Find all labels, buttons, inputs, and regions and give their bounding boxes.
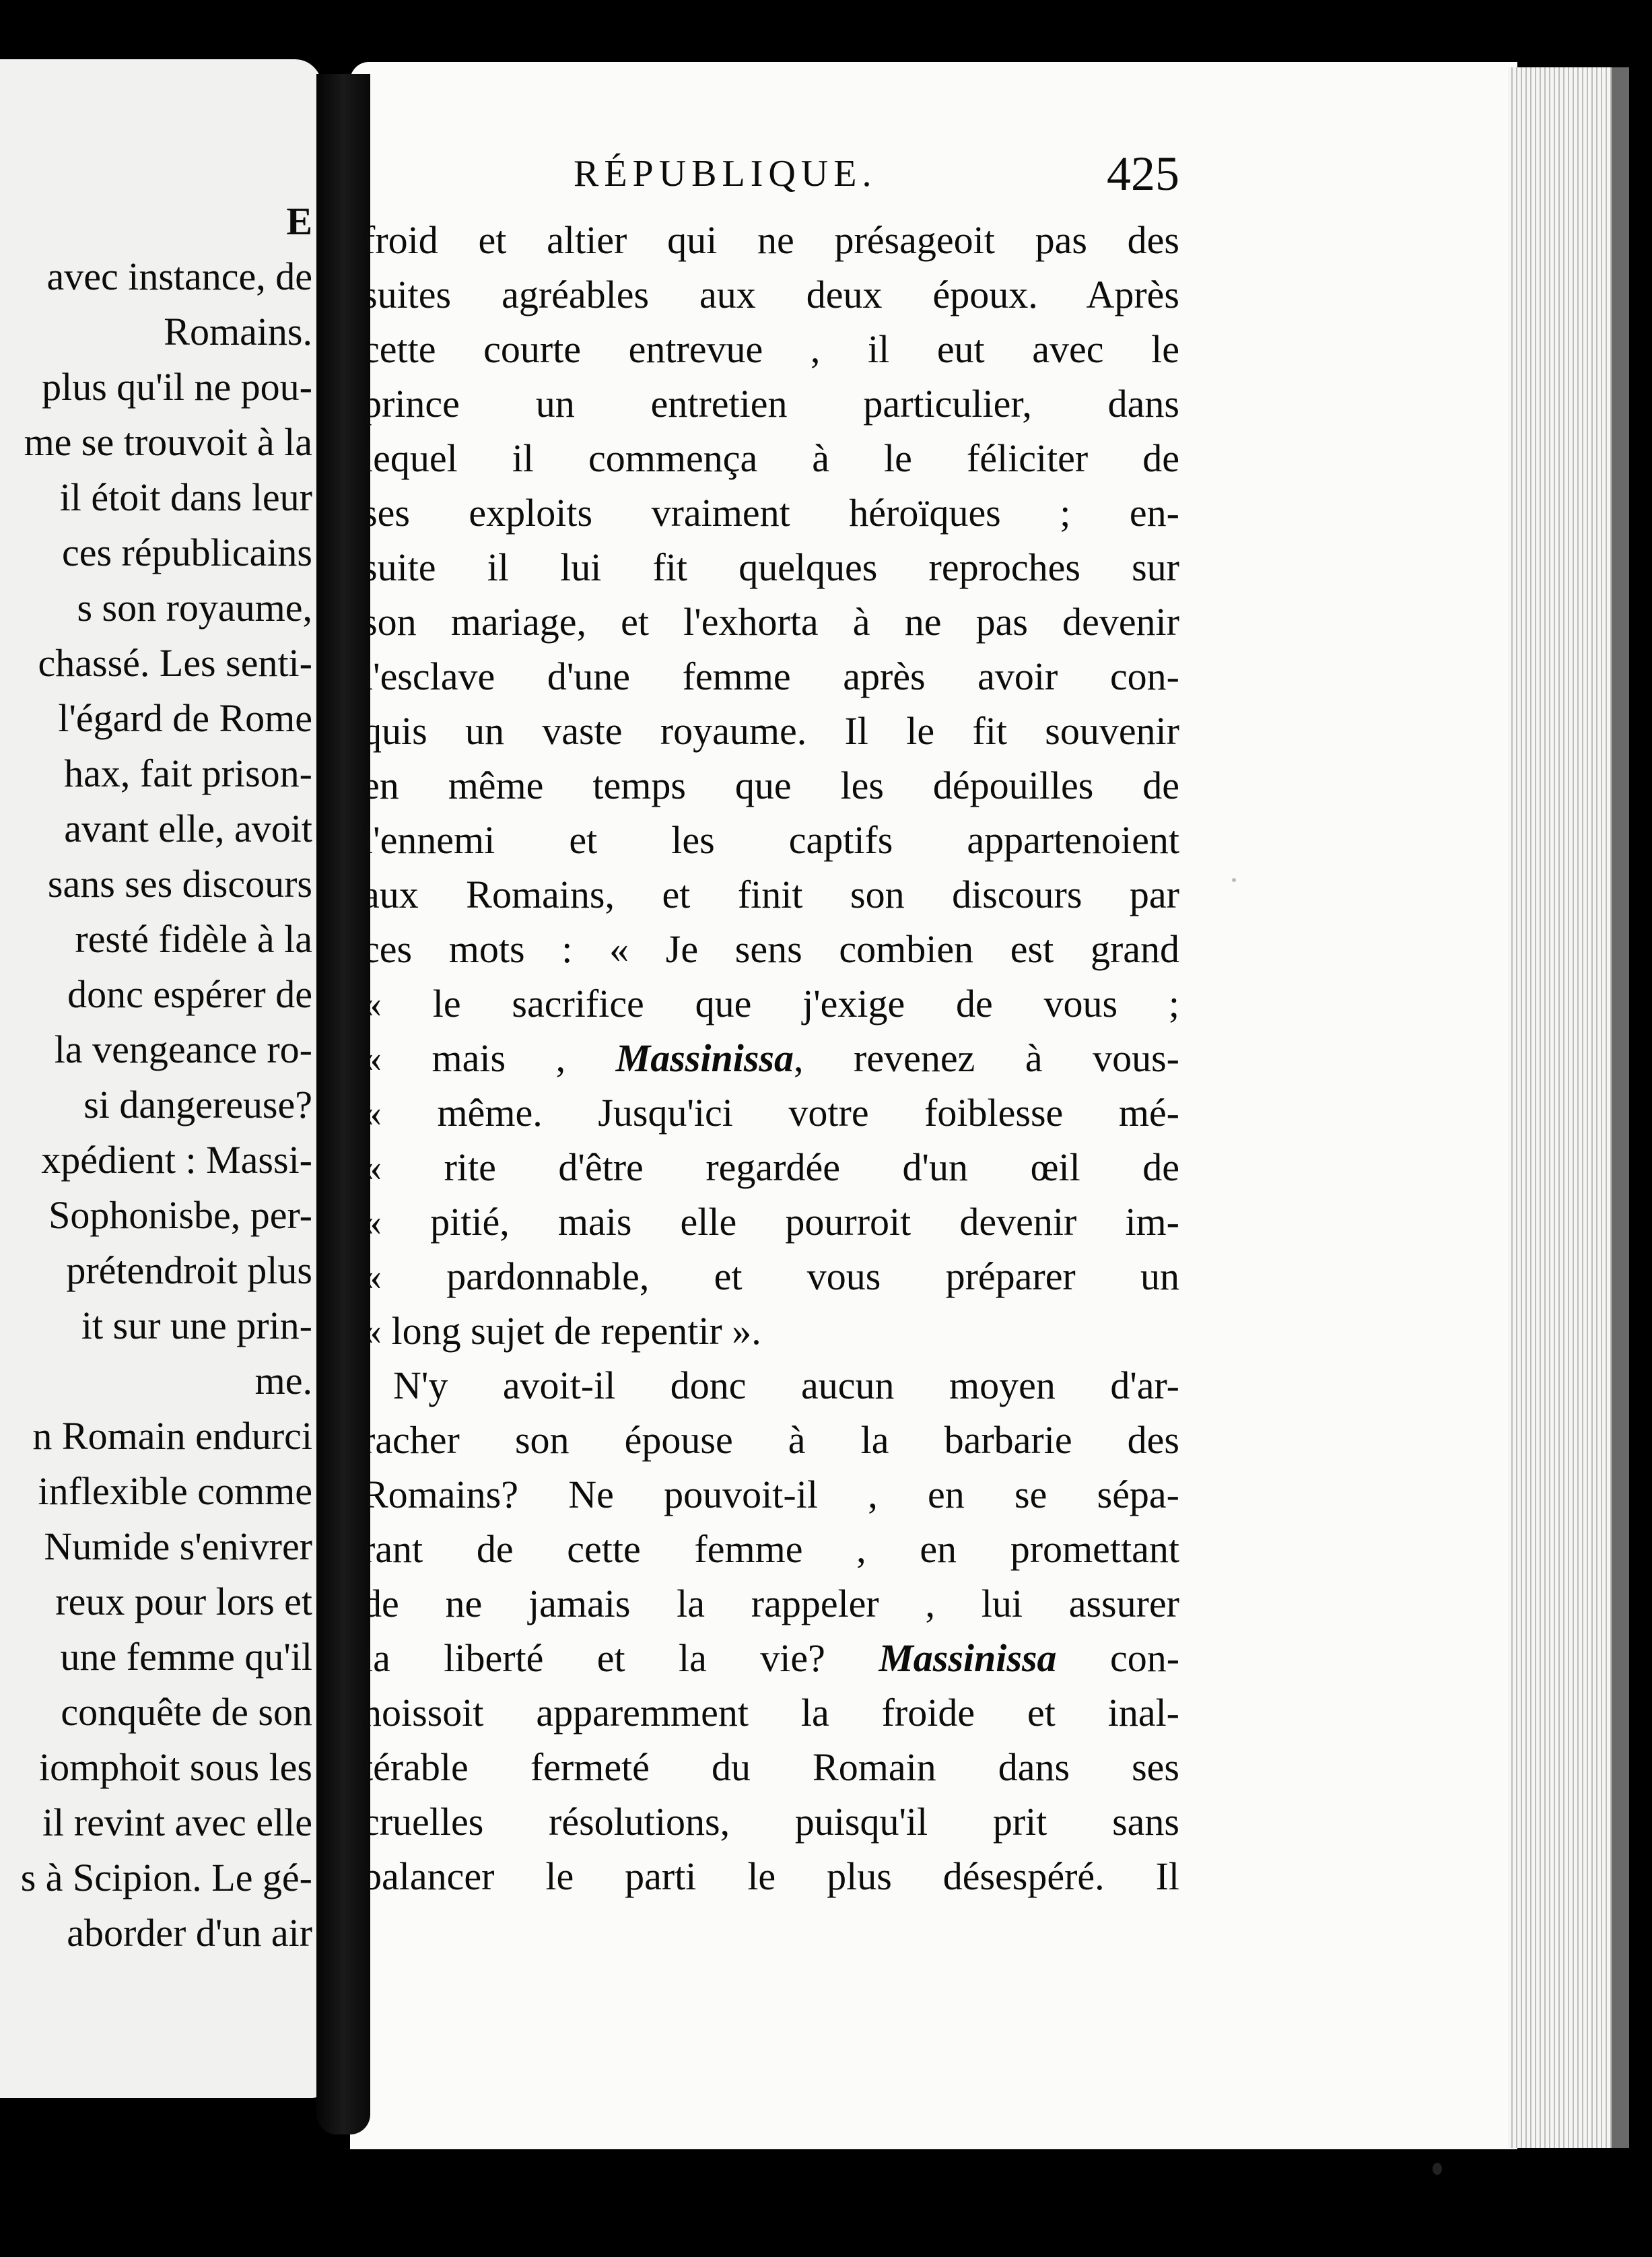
text-line (362, 1631, 1179, 1685)
left-line: xpédient : Massi- (41, 1138, 312, 1182)
left-line: aborder d'un air (67, 1911, 312, 1955)
text-line (362, 1031, 1179, 1085)
text-line: racher son épouse à la barbarie des (362, 1418, 1179, 1462)
text-line: suites agréables aux deux époux. Après (362, 273, 1179, 316)
text-line: ses exploits vraiment héroïques ; en- (362, 491, 1179, 535)
text-line: lequel il commença à le féliciter de (362, 436, 1179, 480)
text-line: aux Romains, et finit son discours par (362, 873, 1179, 916)
text-line: son mariage, et l'exhorta à ne pas devenir (362, 600, 1179, 644)
text-line: « même. Jusqu'ici votre foiblesse mé- (362, 1091, 1179, 1135)
text-line: « rite d'être regardée d'un œil de (362, 1145, 1179, 1189)
left-page-text (0, 194, 312, 1961)
left-line: il étoit dans leur (59, 475, 312, 519)
left-line: il revint avec elle (42, 1800, 312, 1844)
text-line: cruelles résolutions, puisqu'il prit sans (362, 1800, 1179, 1844)
left-line: me. (254, 1359, 312, 1403)
left-line: inflexible comme (38, 1469, 312, 1513)
scan-speck (1433, 2163, 1442, 2175)
left-line: Numide s'enivrer (44, 1524, 312, 1568)
left-line: l'égard de Rome (58, 696, 312, 740)
left-line: ces républicains (61, 531, 312, 574)
text-line: « pitié, mais elle pourroit devenir im- (362, 1200, 1179, 1244)
text-line: prince un entretien particulier, dans (362, 382, 1179, 426)
left-line: avec instance, de (46, 255, 312, 298)
running-title: RÉPUBLIQUE. (574, 153, 877, 195)
text-line: « pardonnable, et vous préparer un (362, 1254, 1179, 1298)
left-line: Romains. (164, 310, 312, 353)
left-line: reux pour lors et (55, 1580, 312, 1623)
text-line: Romains? Ne pouvoit-il , en se sépa- (362, 1473, 1179, 1516)
italic-name: Massinissa (615, 1036, 794, 1080)
left-page (0, 59, 322, 2098)
left-line: donc espérer de (67, 972, 312, 1016)
page-edges (1508, 67, 1629, 2148)
text-line: « long sujet de repentir ». (362, 1309, 761, 1353)
text-fragment: la liberté et la vie? (362, 1636, 825, 1680)
text-line: quis un vaste royaume. Il le fit souvenir (362, 709, 1179, 753)
text-fragment: con- (1109, 1636, 1180, 1680)
left-line: iomphoit sous les (38, 1745, 312, 1789)
left-line: avant elle, avoit (64, 807, 312, 850)
scan-speck (1232, 878, 1236, 882)
text-line: suite il lui fit quelques reproches sur (362, 545, 1179, 589)
text-fragment: « mais , (362, 1036, 566, 1080)
right-page-text (362, 213, 1179, 1904)
text-line: en même temps que les dépouilles de (362, 764, 1179, 807)
italic-name: Massinissa (879, 1636, 1057, 1680)
text-line: noissoit apparemment la froide et inal- (362, 1691, 1179, 1734)
text-line: balancer le parti le plus désespéré. Il (362, 1854, 1179, 1898)
running-head (574, 147, 1179, 201)
text-line: ces mots : « Je sens combien est grand (362, 927, 1179, 971)
left-line: une femme qu'il (60, 1635, 312, 1679)
text-line: cette courte entrevue , il eut avec le (362, 327, 1179, 371)
left-line: plus qu'il ne pou- (42, 365, 312, 409)
left-line: prétendroit plus (66, 1248, 312, 1292)
left-line: la vengeance ro- (54, 1028, 312, 1071)
text-line: « le sacrifice que j'exige de vous ; (362, 982, 1179, 1025)
text-line: térable fermeté du Romain dans ses (362, 1745, 1179, 1789)
left-line: E (286, 199, 312, 243)
left-line: resté fidèle à la (75, 917, 312, 961)
left-line: n Romain endurci (32, 1414, 312, 1458)
left-line: it sur une prin- (81, 1304, 312, 1347)
left-line: si dangereuse? (83, 1083, 312, 1126)
left-line: chassé. Les senti- (38, 641, 312, 685)
text-line: N'y avoit-il donc aucun moyen d'ar- (393, 1363, 1179, 1407)
left-line: Sophonisbe, per- (48, 1193, 312, 1237)
text-line: froid et altier qui ne présageoit pas des (362, 218, 1179, 262)
text-line: l'ennemi et les captifs appartenoient (362, 818, 1179, 862)
left-line: sans ses discours (47, 862, 312, 906)
left-line: s à Scipion. Le gé- (20, 1856, 312, 1899)
text-line: l'esclave d'une femme après avoir con- (362, 654, 1179, 698)
left-line: me se trouvoit à la (24, 420, 312, 464)
text-line: de ne jamais la rappeler , lui assurer (362, 1582, 1179, 1625)
left-line: hax, fait prison- (64, 751, 312, 795)
text-line: rant de cette femme , en promettant (362, 1527, 1179, 1571)
page-number: 425 (1107, 147, 1179, 201)
left-line: s son royaume, (77, 586, 312, 630)
left-line: conquête de son (61, 1690, 312, 1734)
text-fragment: , revenez à vous- (793, 1036, 1179, 1080)
